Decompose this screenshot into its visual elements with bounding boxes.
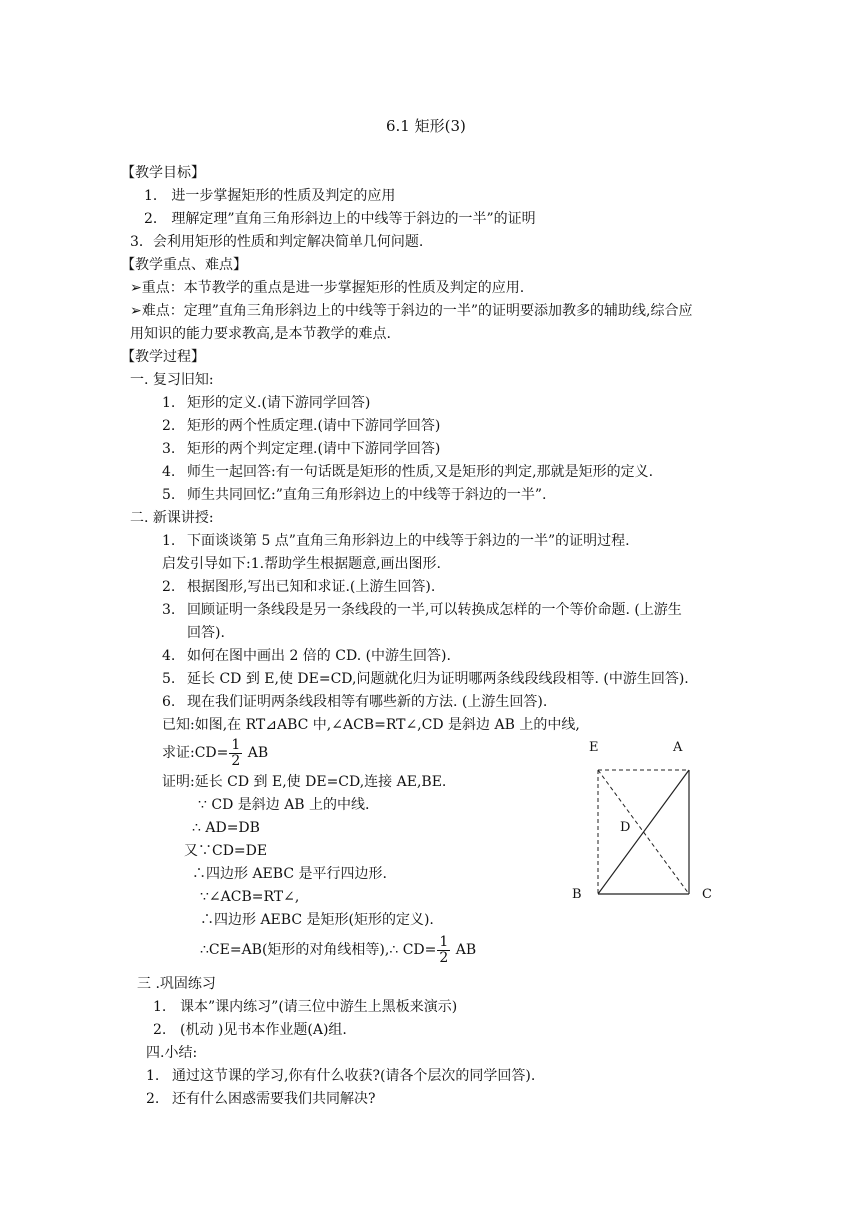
proof-line-4: 又∵CD=DE [184, 843, 268, 859]
summary-item-1: 通过这节课的学习,你有什么收获?(请各个层次的同学回答). [172, 1068, 536, 1084]
new-item-3-cont: 回答). [187, 625, 225, 641]
difficulty-line-2: 用知识的能力要求教高,是本节教学的难点. [130, 326, 391, 342]
objective-3: 3．会利用矩形的性质和判定解决简单几何问题. [130, 234, 424, 250]
label-C: C [702, 887, 712, 902]
label-B: B [572, 887, 582, 902]
summary-item-2: 还有什么困惑需要我们共同解决? [172, 1091, 376, 1107]
objective-1: 1． 进一步掌握矩形的性质及判定的应用 [144, 188, 396, 204]
review-item-4: 师生一起回答:有一句话既是矩形的性质,又是矩形的判定,那就是矩形的定义. [187, 464, 654, 480]
label-E: E [589, 740, 599, 755]
label-A: A [673, 740, 683, 755]
review-num-4: 4. [162, 464, 176, 480]
conclusion-suffix: AB [455, 942, 477, 958]
conclusion-prefix: ∴CE=AB(矩形的对角线相等),∴ CD= [200, 942, 437, 958]
label-D: D [620, 820, 631, 835]
proof-line-7: ∴四边形 AEBC 是矩形(矩形的定义). [200, 912, 434, 928]
prove-prefix: 求证:CD= [162, 745, 229, 761]
proof-line-3: ∴ AD=DB [192, 820, 260, 836]
new-num-1: 1. [162, 533, 176, 549]
difficulty-line-1: ➢难点：定理”直角三角形斜边上的中线等于斜边的一半”的证明要添加教多的辅助线,综合应 [130, 303, 693, 319]
summary-heading: 四.小结: [146, 1045, 198, 1061]
new-num-2: 2. [162, 579, 176, 595]
summary-num-2: 2. [146, 1091, 160, 1107]
new-num-3: 3. [162, 602, 176, 618]
proof-line-6: ∵∠ACB=RT∠, [200, 889, 300, 905]
given-statement: 已知:如图,在 RT⊿ABC 中,∠ACB=RT∠,CD 是斜边 AB 上的中线, [162, 717, 580, 733]
new-item-6: 现在我们证明两条线段相等有哪些新的方法. (上游生回答). [187, 694, 548, 710]
practice-item-2: (机动 )见书本作业题(A)组. [180, 1022, 347, 1038]
fraction-denominator: 2 [231, 752, 241, 769]
review-num-2: 2. [162, 418, 176, 434]
practice-item-1: 课本”课内练习”(请三位中游生上黑板来演示) [180, 999, 458, 1015]
process-heading: 【教学过程】 [121, 349, 205, 365]
new-item-4: 如何在图中画出 2 倍的 CD. (中游生回答). [187, 648, 451, 664]
keypoints-heading: 【教学重点、难点】 [121, 257, 247, 273]
practice-heading: 三 .巩固练习 [137, 976, 216, 992]
new-num-6: 6. [162, 694, 176, 710]
guide-line: 启发引导如下:1.帮助学生根据题意,画出图形. [162, 556, 441, 572]
page-title: 6.1 矩形(3) [386, 117, 466, 135]
review-item-5: 师生共同回忆:”直角三角形斜边上的中线等于斜边的一半”. [187, 487, 547, 503]
key-point: ➢重点：本节教学的重点是进一步掌握矩形的性质及判定的应用. [130, 280, 525, 296]
new-num-5: 5. [162, 671, 176, 687]
summary-num-1: 1. [146, 1068, 160, 1084]
proof-line-2: ∵ CD 是斜边 AB 上的中线. [198, 797, 370, 813]
new-item-5: 延长 CD 到 E,使 DE=CD,问题就化归为证明哪两条线段线段相等. (中游生回答). [187, 671, 689, 687]
conclusion-fraction-numerator: 1 [439, 933, 449, 950]
proof-line-1: 证明:延长 CD 到 E,使 DE=CD,连接 AE,BE. [162, 774, 447, 790]
review-item-3: 矩形的两个判定定理.(请中下游同学回答) [187, 441, 441, 457]
practice-num-1: 1. [153, 999, 167, 1015]
conclusion-fraction-denominator: 2 [439, 949, 449, 966]
objective-2: 2． 理解定理”直角三角形斜边上的中线等于斜边的一半”的证明 [144, 211, 536, 227]
fraction-numerator: 1 [231, 736, 241, 753]
review-item-1: 矩形的定义.(请下游同学回答) [187, 395, 371, 411]
new-num-4: 4. [162, 648, 176, 664]
new-item-1: 下面谈谈第 5 点”直角三角形斜边上的中线等于斜边的一半”的证明过程. [187, 533, 630, 549]
new-lesson-heading: 二. 新课讲授: [130, 510, 214, 526]
new-item-3: 回顾证明一条线段是另一条线段的一半,可以转换成怎样的一个等价命题. (上游生 [187, 602, 682, 618]
review-item-2: 矩形的两个性质定理.(请中下游同学回答) [187, 418, 441, 434]
review-num-3: 3. [162, 441, 176, 457]
review-num-5: 5. [162, 487, 176, 503]
new-item-2: 根据图形,写出已知和求证.(上游生回答). [187, 579, 436, 595]
practice-num-2: 2. [153, 1022, 167, 1038]
review-heading: 一. 复习旧知: [130, 372, 214, 388]
prove-suffix: AB [247, 745, 269, 761]
objectives-heading: 【教学目标】 [121, 165, 205, 181]
review-num-1: 1. [162, 395, 176, 411]
proof-line-5: ∴四边形 AEBC 是平行四边形. [192, 866, 387, 882]
